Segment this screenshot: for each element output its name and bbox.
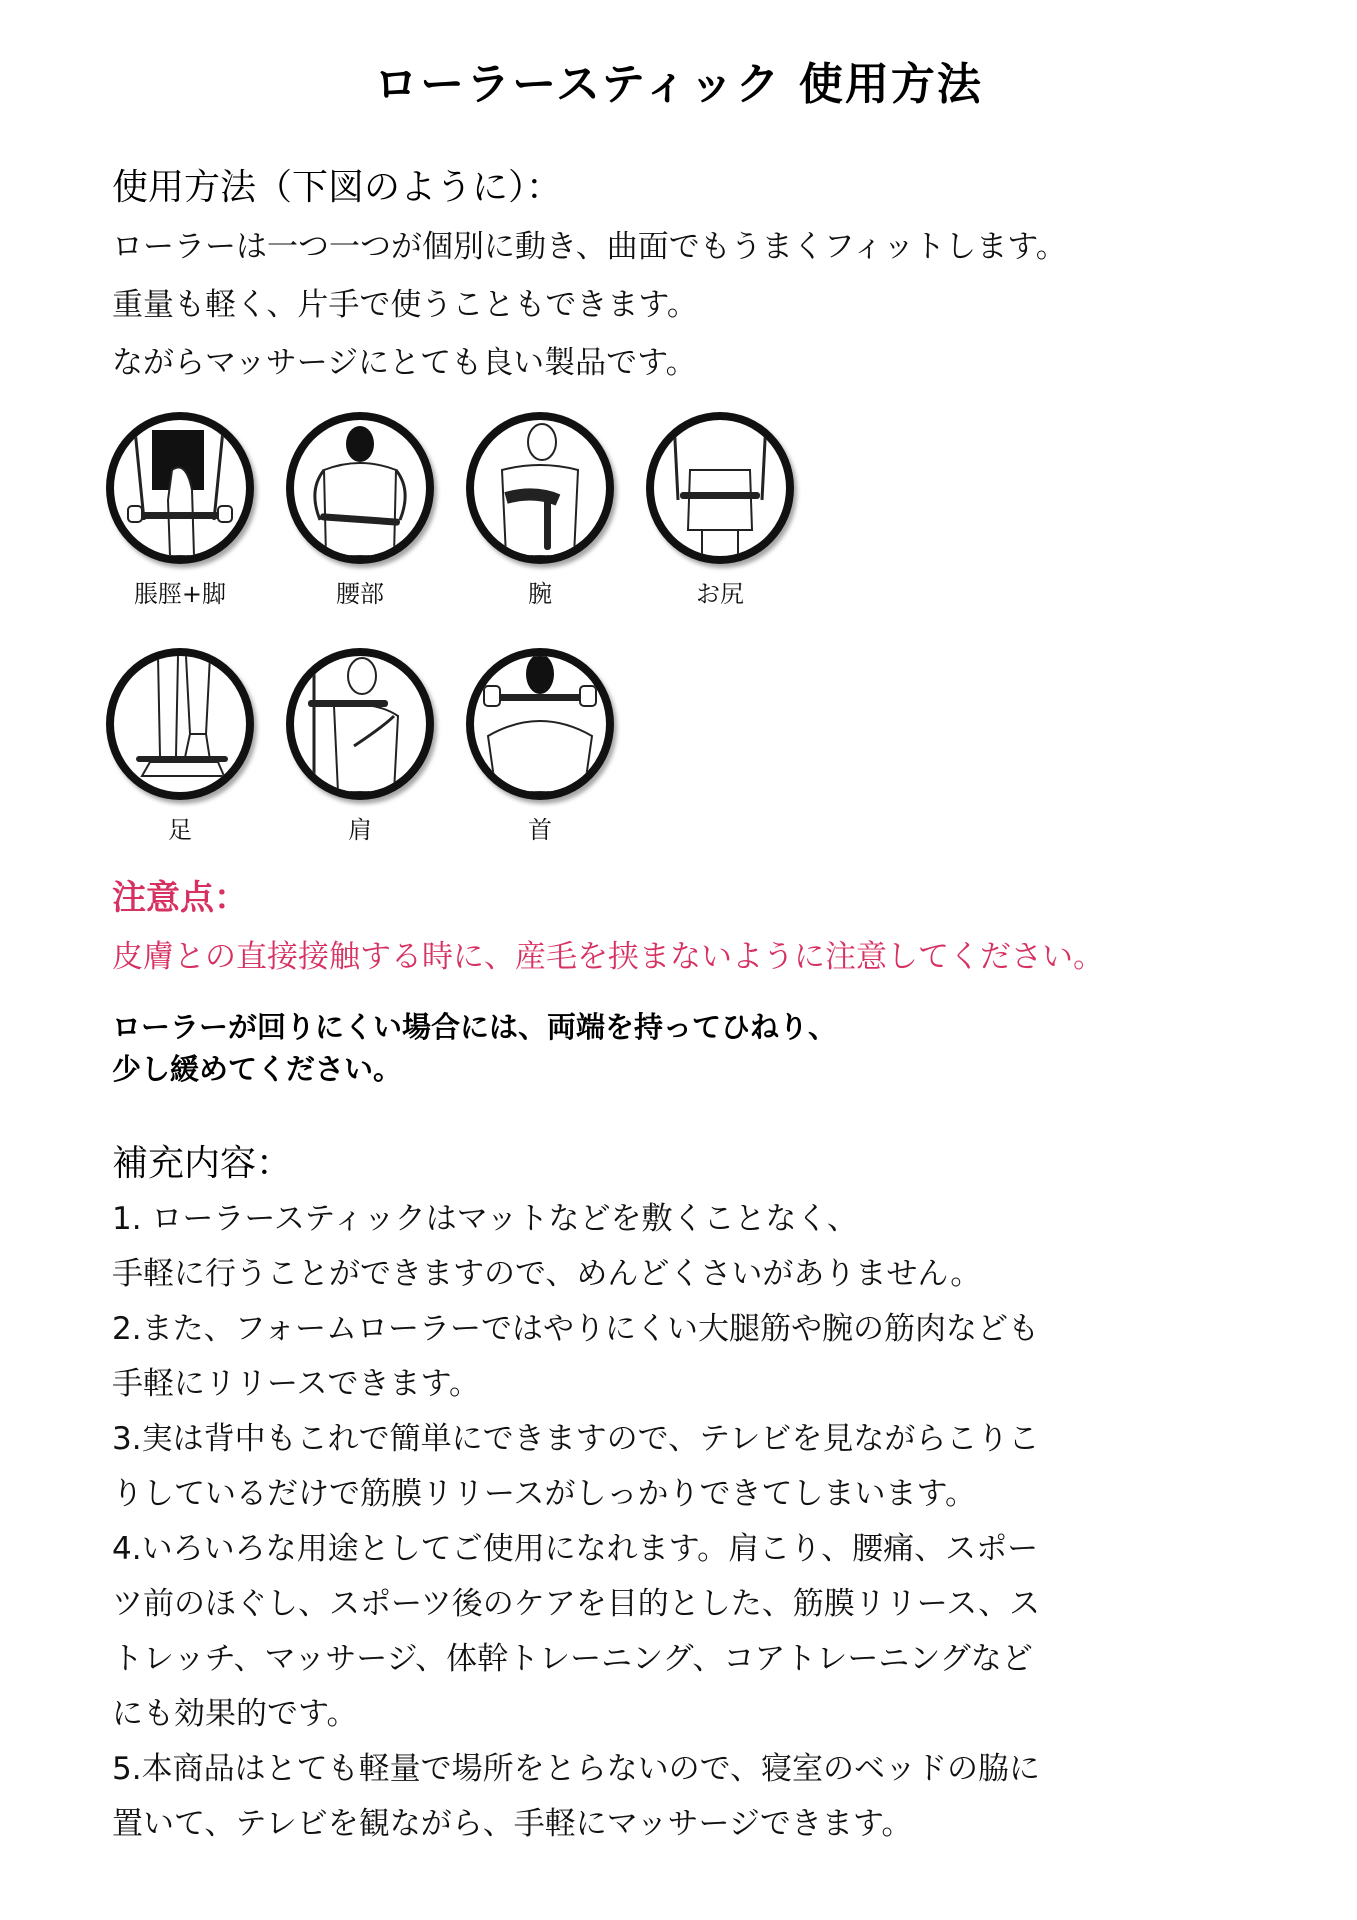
illustration-lower-back <box>280 412 440 609</box>
tip-section <box>112 1006 837 1090</box>
usage-section <box>112 160 1067 392</box>
foot-massage-icon <box>106 648 254 800</box>
illustrations-row-2 <box>100 648 640 845</box>
illustration-shoulder <box>280 648 440 845</box>
supplement-line: 5.本商品はとても軽量で場所をとらないので、寝室のベッドの脇に <box>112 1751 1040 1787</box>
usage-line: 重量も軽く、片手で使うこともできます。 <box>112 287 698 323</box>
illustration-buttocks <box>640 412 800 609</box>
usage-heading: 使用方法（下図のように）： <box>112 167 563 208</box>
usage-line: ローラーは一つ一つが個別に動き、曲面でもうまくフィットします。 <box>112 229 1067 265</box>
illustration-label: 足 <box>168 816 192 844</box>
supplement-heading: 補充内容： <box>112 1143 293 1184</box>
supplement-line: にも効果的です。 <box>112 1696 358 1732</box>
supplement-line: 手軽に行うことができますので、めんどくさいがありません。 <box>112 1256 982 1292</box>
supplement-line: 4.いろいろな用途としてご使用になれます。肩こり、腰痛、スポー <box>112 1531 1039 1567</box>
supplement-line: トレッチ、マッサージ、体幹トレーニング、コアトレーニングなど <box>112 1641 1033 1677</box>
illustration-label: 脹脛+脚 <box>133 580 227 608</box>
illustration-label: 首 <box>528 816 552 844</box>
buttocks-massage-icon <box>646 412 794 564</box>
supplement-line: りしているだけで筋膜リリースがしっかりできてしまいます。 <box>112 1476 976 1512</box>
supplement-line: 2.また、フォームローラーではやりにくい大腿筋や腕の筋肉なども <box>112 1311 1040 1347</box>
usage-line: ながらマッサージにとても良い製品です。 <box>112 345 697 381</box>
illustration-calf-leg <box>100 412 260 609</box>
illustration-label: 腕 <box>528 580 552 608</box>
illustration-arm <box>460 412 620 609</box>
lower-back-massage-icon <box>286 412 434 564</box>
neck-massage-icon <box>466 648 614 800</box>
arm-massage-icon <box>466 412 614 564</box>
page-title: ローラースティック 使用方法 <box>374 59 983 110</box>
tip-line: 少し緩めてください。 <box>112 1052 403 1086</box>
illustration-neck <box>460 648 620 845</box>
illustrations-row-1 <box>100 412 820 609</box>
tip-line: ローラーが回りにくい場合には、両端を持ってひねり、 <box>112 1010 838 1044</box>
supplement-line: 置いて、テレビを観ながら、手軽にマッサージできます。 <box>112 1806 913 1842</box>
caution-heading: 注意点： <box>112 878 248 918</box>
caution-text: 皮膚との直接接触する時に、産毛を挟まないように注意してください。 <box>112 939 1104 975</box>
illustration-label: 肩 <box>348 816 372 844</box>
illustration-foot <box>100 648 260 845</box>
illustration-label: 腰部 <box>336 580 384 608</box>
supplement-section <box>112 1136 1040 1852</box>
supplement-line: 3.実は背中もこれで簡単にできますので、テレビを見ながらこりこ <box>112 1421 1040 1457</box>
supplement-line: 手軽にリリースできます。 <box>112 1366 480 1402</box>
caution-section <box>112 870 1104 986</box>
shoulder-massage-icon <box>286 648 434 800</box>
illustration-label: お尻 <box>696 580 744 608</box>
supplement-line: 1. ローラースティックはマットなどを敷くことなく、 <box>112 1201 858 1237</box>
supplement-line: ツ前のほぐし、スポーツ後のケアを目的とした、筋膜リリース、ス <box>112 1586 1041 1622</box>
calf-leg-massage-icon <box>106 412 254 564</box>
